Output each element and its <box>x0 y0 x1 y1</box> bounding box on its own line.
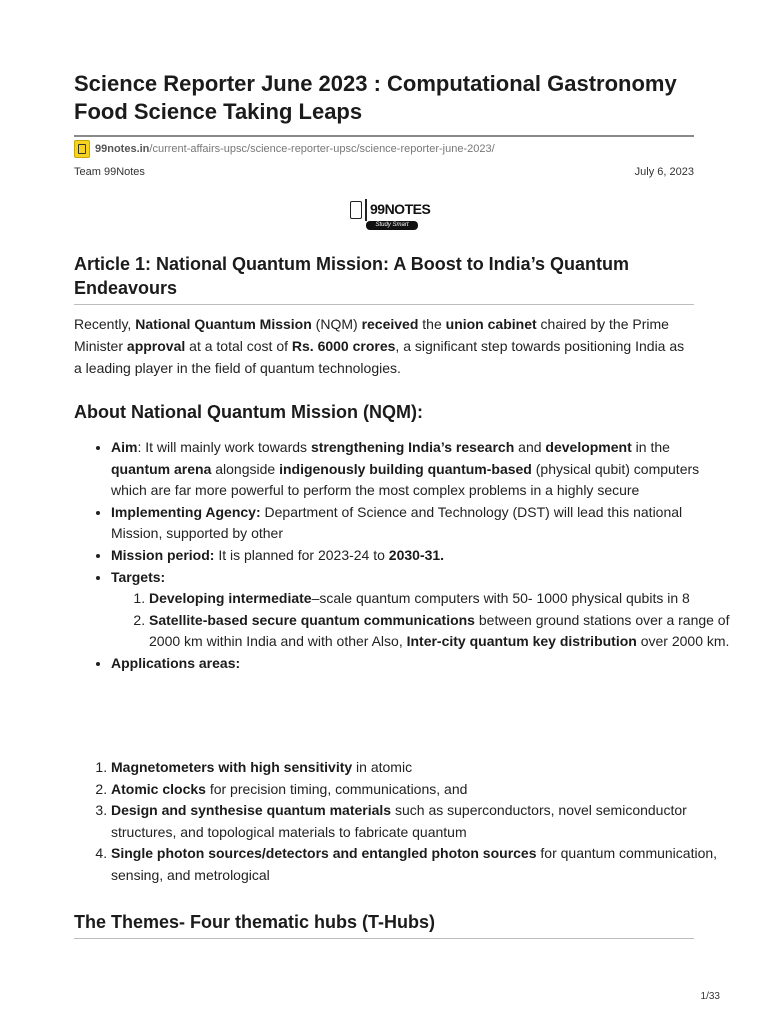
targets-list <box>111 588 731 653</box>
logo-divider <box>365 199 367 221</box>
applications-list <box>74 757 731 887</box>
author: Team 99Notes <box>74 166 145 178</box>
list-item: 4. Single photon sources/detectors and entangled photon sources for quantum communication, sensing, and metrological <box>111 843 731 886</box>
site-logo <box>344 199 431 233</box>
about-heading: About National Quantum Mission (NQM): <box>74 402 423 422</box>
nqm-details-list <box>74 437 731 675</box>
list-item: 2. Satellite-based secure quantum communications between ground stations over a range of 2000 km within India and with other Also, Inter-city quantum key distribution over 2000 km. <box>149 610 731 653</box>
page-title: Science Reporter June 2023 : Computational Gastronomy Food Science Taking Leaps <box>74 71 677 124</box>
page-number: 1/33 <box>700 991 720 1002</box>
notebook-icon <box>350 201 362 219</box>
list-item-targets: • Targets: 1. Developing intermediate–scale quantum computers with 50- 1000 physical qubits in 8 2. Satellite-based secure quantum communications between ground stations over a range of 2000 km within India and with other Also, Inter-city quantum key distribution over 2000 km. <box>111 567 731 653</box>
list-item: 1. Magnetometers with high sensitivity in atomic <box>111 757 731 779</box>
intro-paragraph: Recently, National Quantum Mission (NQM) received the union cabinet chaired by the Prime Minister approval at a total cost of Rs. 6000 crores, a significant step towards positioning India as a leading player in the field of quantum technologies. <box>74 316 685 376</box>
themes-heading: The Themes- Four thematic hubs (T-Hubs) <box>74 912 436 932</box>
site-favicon-icon <box>74 140 90 158</box>
list-item: 3. Design and synthesise quantum materials such as superconductors, novel semiconductor structures, and topological materials to fabricate quantum <box>111 800 731 843</box>
publish-date: July 6, 2023 <box>634 166 694 178</box>
title-divider <box>74 135 694 137</box>
list-item-agency: • Implementing Agency: Department of Science and Technology (DST) will lead this national Mission, supported by other <box>111 502 731 545</box>
themes-heading-divider <box>74 938 694 939</box>
article-heading: Article 1: National Quantum Mission: A Boost to India’s Quantum Endeavours <box>74 254 630 298</box>
list-item-aim: • Aim: It will mainly work towards strengthening India’s research and development in the quantum arena alongside indigenously building quantum-based (physical qubit) computers which are far more powerful to perform the most complex problems in a highly secure <box>111 437 731 502</box>
source-domain[interactable]: 99notes.in <box>95 143 150 155</box>
article-heading-divider <box>74 304 694 305</box>
logo-tagline: Study Smart <box>366 221 418 230</box>
source-path[interactable]: /current-affairs-upsc/science-reporter-upsc/science-reporter-june-2023/ <box>149 143 495 155</box>
logo-wordmark: 99NOTES <box>370 201 431 217</box>
list-item: 2. Atomic clocks for precision timing, communications, and <box>111 779 731 801</box>
source-link[interactable] <box>74 140 495 158</box>
list-item-period: • Mission period: It is planned for 2023-24 to 2030-31. <box>111 545 731 567</box>
article-meta <box>74 166 694 178</box>
list-item-applications: • Applications areas: <box>111 653 731 675</box>
list-item: 1. Developing intermediate–scale quantum computers with 50- 1000 physical qubits in 8 <box>149 588 731 610</box>
